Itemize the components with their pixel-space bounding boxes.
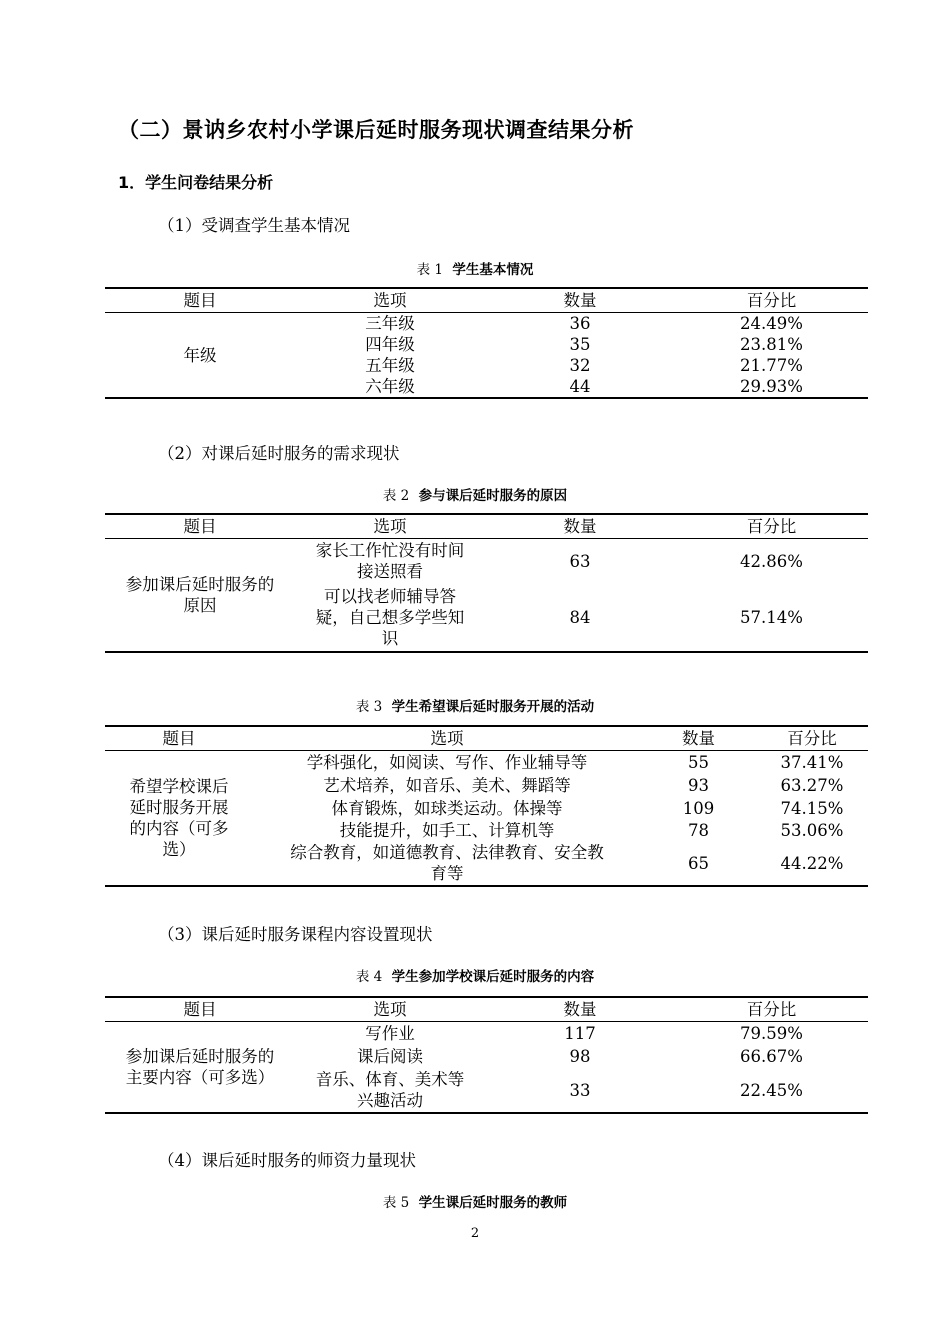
option-cell	[295, 583, 485, 652]
table2-caption-text: 参与课后延时服务的原因	[418, 488, 568, 504]
count-cell: 63	[569, 551, 591, 571]
option-line: 家长工作忙没有时间	[315, 541, 465, 560]
table1-caption-number: 表 1	[416, 262, 443, 278]
column-header: 百分比	[746, 516, 797, 536]
option-cell	[253, 841, 641, 886]
percent-cell: 66.67%	[740, 1047, 803, 1066]
table4-caption	[0, 965, 950, 985]
table4-caption-number: 表 4	[355, 969, 383, 985]
table5-caption-text: 学生课后延时服务的教师	[418, 1195, 568, 1211]
option-cell: 四年级	[365, 335, 415, 354]
topic-cell: 年级	[183, 345, 217, 365]
count-cell: 36	[569, 314, 591, 333]
table3-header-row	[105, 726, 868, 751]
table3	[105, 725, 868, 887]
option-line: 识	[381, 628, 399, 648]
column-header: 选项	[373, 290, 407, 310]
table4-header-row	[105, 997, 868, 1022]
option-cell	[295, 539, 485, 584]
count-cell: 32	[569, 356, 591, 375]
percent-cell: 24.49%	[740, 314, 803, 333]
percent-cell: 53.06%	[780, 820, 844, 840]
table-row	[105, 313, 868, 335]
table4	[105, 996, 868, 1114]
column-header: 题目	[183, 999, 217, 1019]
column-header: 数量	[563, 290, 597, 310]
column-header: 百分比	[787, 728, 837, 748]
table1	[105, 287, 868, 399]
paragraph-basic-info: （1）受调查学生基本情况	[158, 216, 350, 235]
percent-cell: 23.81%	[740, 335, 803, 354]
option-cell	[295, 1068, 485, 1113]
topic-line: 主要内容（可多选）	[125, 1068, 275, 1087]
count-cell: 44	[569, 377, 591, 396]
topic-line: 希望学校课后	[129, 777, 229, 796]
percent-cell: 63.27%	[780, 776, 844, 795]
table2-caption-number: 表 2	[382, 488, 410, 504]
column-header: 百分比	[746, 999, 797, 1019]
table5-caption-number: 表 5	[382, 1195, 410, 1211]
table2-header-row	[105, 514, 868, 539]
topic-line: 参加课后延时服务的	[125, 575, 275, 594]
topic-line: 参加课后延时服务的	[125, 1047, 275, 1066]
paragraph-course-content: （3）课后延时服务课程内容设置现状	[158, 925, 433, 944]
topic-line: 原因	[183, 596, 217, 615]
option-cell: 技能提升，如手工、计算机等	[339, 820, 555, 840]
page-number: 2	[470, 1226, 480, 1241]
option-line: 综合教育，如道德教育、法律教育、安全教	[290, 843, 604, 862]
paragraph-teachers: （4）课后延时服务的师资力量现状	[158, 1151, 416, 1170]
column-header: 数量	[563, 516, 597, 536]
table1-caption	[0, 258, 950, 278]
column-header: 题目	[162, 728, 196, 748]
topic-line: 的内容（可多	[129, 819, 229, 838]
column-header: 题目	[183, 516, 217, 536]
option-cell: 课后阅读	[357, 1047, 423, 1066]
count-cell: 109	[682, 798, 715, 818]
table1-header-row	[105, 288, 868, 313]
percent-cell: 44.22%	[780, 853, 844, 873]
topic-cell	[105, 751, 253, 887]
topic-cell	[105, 1022, 295, 1114]
table3-caption-number: 表 3	[355, 699, 383, 715]
option-line: 育等	[430, 864, 464, 883]
percent-cell: 37.41%	[780, 753, 844, 772]
percent-cell: 29.93%	[740, 377, 803, 396]
percent-cell: 79.59%	[740, 1024, 803, 1043]
section-title: （二）景讷乡农村小学课后延时服务现状调查结果分析	[118, 118, 634, 142]
count-cell: 33	[569, 1080, 591, 1100]
column-header: 数量	[563, 999, 597, 1019]
table2-caption	[0, 484, 950, 504]
column-header: 百分比	[746, 290, 797, 310]
table1-caption-text: 学生基本情况	[452, 262, 534, 278]
table3-caption-text: 学生希望课后延时服务开展的活动	[391, 699, 595, 715]
option-line: 可以找老师辅导答	[324, 586, 456, 606]
table4-caption-text: 学生参加学校课后延时服务的内容	[391, 969, 595, 985]
column-header: 数量	[682, 728, 715, 748]
count-cell: 117	[564, 1024, 596, 1043]
table2	[105, 513, 868, 653]
percent-cell: 42.86%	[740, 551, 803, 571]
subsection-title: 1．学生问卷结果分析	[118, 173, 274, 192]
percent-cell: 74.15%	[780, 798, 844, 818]
table3-caption	[0, 695, 950, 715]
count-cell: 93	[688, 776, 709, 795]
column-header: 选项	[373, 516, 407, 536]
count-cell: 98	[569, 1047, 591, 1066]
table5-caption	[0, 1191, 950, 1211]
option-cell: 写作业	[365, 1024, 415, 1043]
option-line: 兴趣活动	[357, 1091, 423, 1110]
option-line: 接送照看	[357, 562, 423, 581]
column-header: 选项	[373, 999, 407, 1019]
paragraph-demand: （2）对课后延时服务的需求现状	[158, 444, 400, 463]
column-header: 题目	[183, 290, 217, 310]
percent-cell: 57.14%	[740, 607, 803, 627]
topic-cell	[105, 539, 295, 653]
topic-line: 延时服务开展	[129, 798, 229, 817]
count-cell: 35	[569, 335, 591, 354]
option-cell: 艺术培养，如音乐、美术、舞蹈等	[323, 776, 571, 795]
count-cell: 78	[688, 820, 709, 840]
count-cell: 65	[688, 853, 709, 873]
count-cell: 55	[688, 753, 709, 772]
option-cell: 五年级	[365, 356, 415, 375]
percent-cell: 22.45%	[740, 1080, 803, 1100]
option-cell: 六年级	[365, 377, 415, 396]
percent-cell: 21.77%	[740, 356, 803, 375]
option-cell: 体育锻炼，如球类运动。体操等	[331, 798, 563, 818]
option-line: 音乐、体育、美术等	[315, 1070, 465, 1089]
table-row	[105, 751, 868, 775]
option-line: 疑，自己想多学些知	[315, 607, 465, 627]
count-cell: 84	[569, 607, 591, 627]
column-header: 选项	[430, 728, 464, 748]
option-cell: 三年级	[365, 314, 415, 333]
option-cell: 学科强化，如阅读、写作、作业辅导等	[306, 753, 588, 772]
table-row	[105, 539, 868, 584]
topic-line: 选）	[162, 840, 196, 859]
table-row	[105, 1022, 868, 1046]
